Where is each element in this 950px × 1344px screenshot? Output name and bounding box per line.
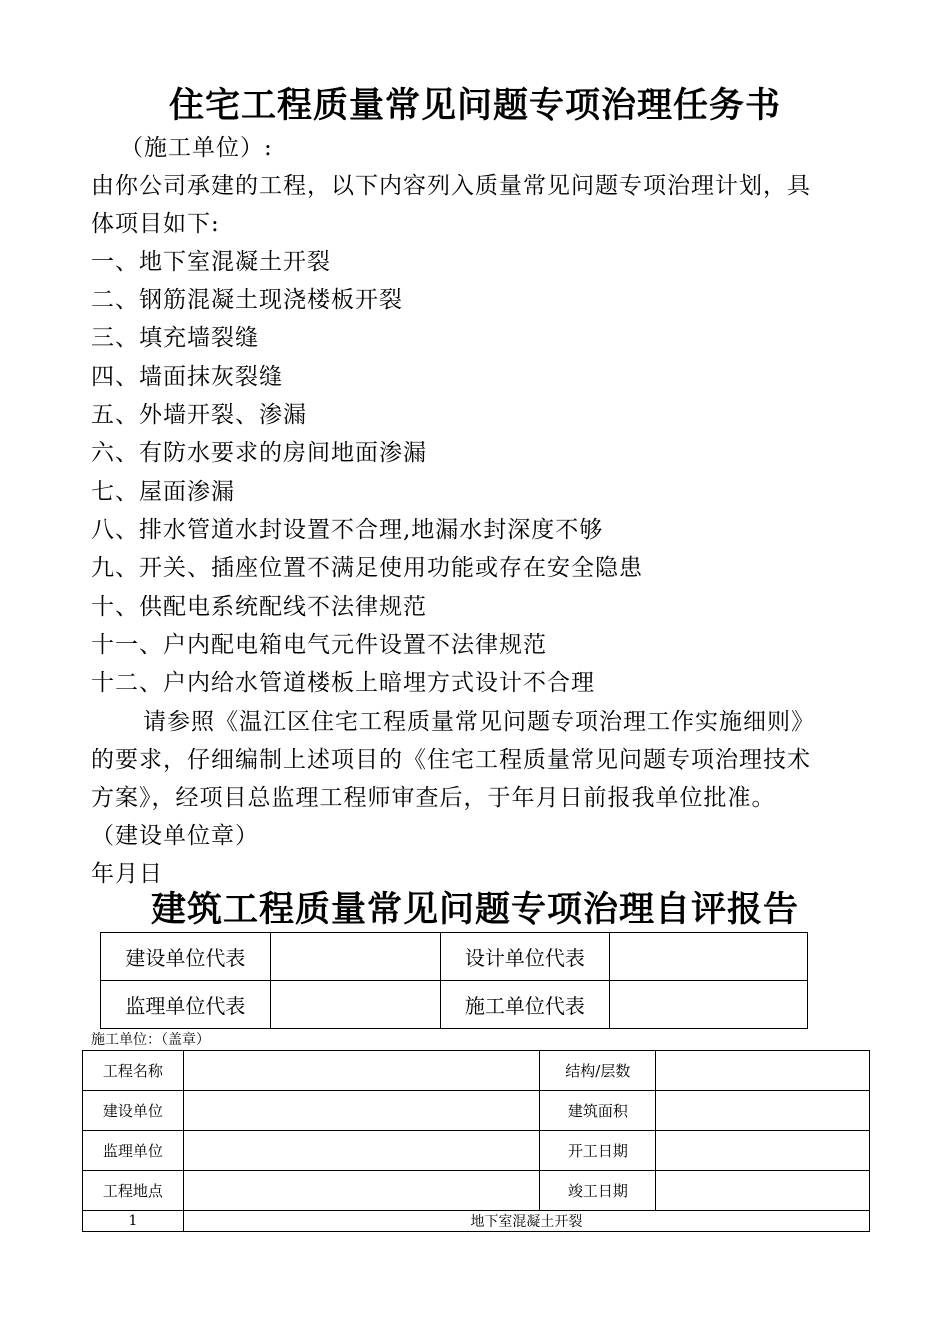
design-rep-label: 设计单位代表 bbox=[440, 933, 610, 981]
supervisor-rep-label: 监理单位代表 bbox=[101, 981, 271, 1029]
list-item: 三、填充墙裂缝 bbox=[91, 325, 259, 351]
start-date-label: 开工日期 bbox=[540, 1131, 656, 1171]
list-item: 六、有防水要求的房间地面渗漏 bbox=[91, 440, 427, 466]
date-line: 年月日 bbox=[91, 861, 163, 887]
list-item: 十、供配电系统配线不法律规范 bbox=[91, 594, 427, 620]
list-item: 一、地下室混凝土开裂 bbox=[91, 249, 331, 275]
project-name-value bbox=[183, 1051, 540, 1091]
list-item: 五、外墙开裂、渗漏 bbox=[91, 402, 307, 428]
contractor-rep-value bbox=[610, 981, 808, 1029]
addressee-line: （施工单位）: bbox=[120, 135, 273, 161]
row-item: 地下室混凝土开裂 bbox=[183, 1211, 869, 1232]
project-name-label: 工程名称 bbox=[83, 1051, 184, 1091]
floor-area-value bbox=[656, 1091, 870, 1131]
contractor-rep-label: 施工单位代表 bbox=[440, 981, 610, 1029]
list-item: 十二、户内给水管道楼板上暗埋方式设计不合理 bbox=[91, 670, 595, 696]
list-item: 八、排水管道水封设置不合理,地漏水封深度不够 bbox=[91, 517, 604, 543]
task-title: 住宅工程质量常见问题专项治理任务书 bbox=[168, 85, 781, 126]
list-item: 十一、户内配电箱电气元件设置不法律规范 bbox=[91, 632, 547, 658]
table-row bbox=[101, 981, 808, 1029]
project-info-table bbox=[82, 1050, 870, 1232]
location-label: 工程地点 bbox=[83, 1171, 184, 1211]
table-row bbox=[83, 1051, 870, 1091]
start-date-value bbox=[656, 1131, 870, 1171]
intro-line-2: 体项目如下: bbox=[91, 211, 220, 237]
table-row bbox=[83, 1171, 870, 1211]
owner-label: 建设单位 bbox=[83, 1091, 184, 1131]
owner-value bbox=[183, 1091, 540, 1131]
request-line-1: 请参照《温江区住宅工程质量常见问题专项治理工作实施细则》 bbox=[143, 709, 815, 735]
list-item: 九、开关、插座位置不满足使用功能或存在安全隐患 bbox=[91, 555, 643, 581]
completion-date-value bbox=[656, 1171, 870, 1211]
table-row bbox=[83, 1211, 870, 1232]
supervisor-rep-value bbox=[270, 981, 440, 1029]
supervisor-value bbox=[183, 1131, 540, 1171]
design-rep-value bbox=[610, 933, 808, 981]
request-line-3: 方案》，经项目总监理工程师审查后，于年月日前报我单位批准。 bbox=[91, 785, 776, 811]
owner-rep-value bbox=[270, 933, 440, 981]
list-item: 七、屋面渗漏 bbox=[91, 479, 235, 505]
table-row bbox=[101, 933, 808, 981]
table-row bbox=[83, 1131, 870, 1171]
seal-line: （建设单位章） bbox=[91, 823, 259, 849]
location-value bbox=[183, 1171, 540, 1211]
request-line-2: 的要求，仔细编制上述项目的《住宅工程质量常见问题专项治理技术 bbox=[91, 747, 811, 773]
report-title: 建筑工程质量常见问题专项治理自评报告 bbox=[150, 889, 799, 930]
structure-floors-label: 结构/层数 bbox=[540, 1051, 656, 1091]
list-item: 二、钢筋混凝土现浇楼板开裂 bbox=[91, 287, 403, 313]
table-row bbox=[83, 1091, 870, 1131]
completion-date-label: 竣工日期 bbox=[540, 1171, 656, 1211]
representatives-table bbox=[100, 932, 808, 1029]
owner-rep-label: 建设单位代表 bbox=[101, 933, 271, 981]
stamp-label: 施工单位：（盖章） bbox=[91, 1032, 210, 1048]
structure-floors-value bbox=[656, 1051, 870, 1091]
list-item: 四、墙面抹灰裂缝 bbox=[91, 364, 283, 390]
row-number: 1 bbox=[83, 1211, 184, 1232]
supervisor-label: 监理单位 bbox=[83, 1131, 184, 1171]
floor-area-label: 建筑面积 bbox=[540, 1091, 656, 1131]
intro-line-1: 由你公司承建的工程，以下内容列入质量常见问题专项治理计划，具 bbox=[91, 173, 811, 199]
